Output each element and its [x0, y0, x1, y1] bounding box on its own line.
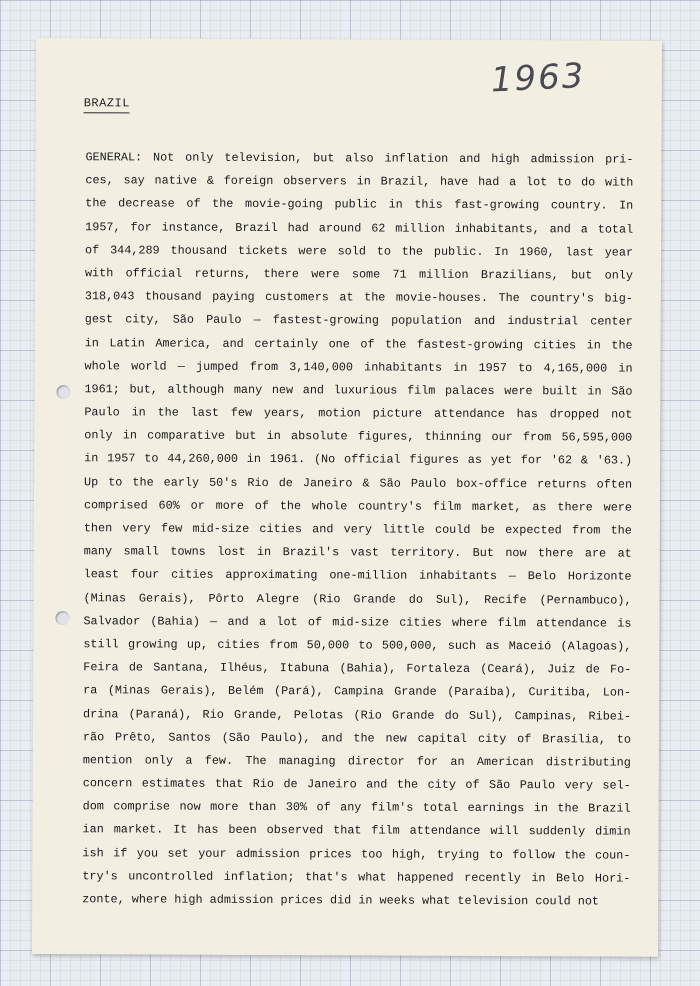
text-line: 318,043 thousand paying customers at the movie-houses. The country's big- — [84, 289, 633, 306]
text-line: concern estimates that Rio de Janeiro and the city of São Paulo very sel- — [82, 776, 631, 793]
punch-hole-upper — [56, 385, 70, 399]
text-line: least four cities approximating one-million inhabitants — Belo Horizonte — [83, 567, 632, 584]
text-line: Feira de Santana, Ilhéus, Itabuna (Bahia), Fortaleza (Ceará), Juiz de Fo- — [83, 660, 632, 677]
text-line: 1961; but, although many new and luxurious film palaces were built in São — [84, 382, 633, 399]
text-line: try's uncontrolled inflation; that's what happened recently in Belo Hori- — [82, 869, 631, 886]
text-line: still growing up, cities from 50,000 to 500,000, such as Maceió (Alagoas), — [83, 637, 632, 654]
punch-hole-lower — [55, 611, 69, 625]
text-line: ish if you set your admission prices too high, trying to follow the coun- — [82, 845, 631, 863]
text-line: then very few mid-size cities and very little could be expected from the — [83, 521, 632, 538]
text-line: in 1957 to 44,260,000 in 1961. (No official figures as yet for '62 & '63.) — [84, 451, 633, 469]
text-line: GENERAL: Not only television, but also inflation and high admission pri- — [85, 150, 634, 167]
text-line: Up to the early 50's Rio de Janeiro & São Paulo box-office returns often — [84, 474, 633, 492]
text-line: many small towns lost in Brazil's vast territory. But now there are at — [83, 544, 632, 561]
text-line: mention only a few. The managing director for an American distributing — [82, 753, 631, 770]
typewritten-page — [32, 38, 662, 957]
text-line: drina (Paraná), Rio Grande, Pelotas (Rio Grande do Sul), Campinas, Ribei- — [83, 706, 632, 724]
text-line: ces, say native & foreign observers in Brazil, have had a lot to do with — [85, 173, 634, 190]
text-line: ian market. It has been observed that film attendance will suddenly dimin — [82, 822, 631, 840]
page-heading: BRAZIL — [84, 96, 130, 113]
text-line: comprised 60% or more of the whole country's film market, as there were — [83, 498, 632, 515]
text-line: Paulo in the last few years, motion picture attendance has dropped not — [84, 405, 633, 422]
text-line: only in comparative but in absolute figures, thinning our from 56,595,000 — [84, 428, 633, 445]
text-line: in Latin America, and certainly one of the fastest-growing cities in the — [84, 335, 633, 353]
text-line: dom comprise now more than 30% of any film's total earnings in the Brazil — [82, 799, 631, 816]
text-line: zonte, where high admission prices did in weeks what television could not — [82, 892, 600, 909]
text-line: the decrease of the movie-going public in this fast-growing country. In — [85, 196, 634, 213]
body-text — [82, 146, 633, 914]
text-line: rão Prêto, Santos (São Paulo), and the new capital city of Brasília, to — [82, 729, 631, 747]
handwritten-year-annotation: 1963 — [489, 55, 587, 101]
text-line: of 344,289 thousand tickets were sold to the public. In 1960, last year — [85, 242, 634, 260]
text-line: gest city, São Paulo — fastest-growing population and industrial center — [84, 312, 633, 329]
text-line: ra (Minas Gerais), Belém (Pará), Campina Grande (Paraíba), Curitiba, Lon- — [83, 683, 632, 700]
text-line: (Minas Gerais), Pôrto Alegre (Rio Grande do Sul), Recife (Pernambuco), — [83, 590, 632, 608]
text-line: 1957, for instance, Brazil had around 62 million inhabitants, and a total — [85, 219, 634, 237]
text-line: with official returns, there were some 71 million Brazilians, but only — [84, 266, 633, 283]
text-line: whole world — jumped from 3,140,000 inhabitants in 1957 to 4,165,000 in — [84, 358, 633, 376]
text-line: Salvador (Bahia) — and a lot of mid-size cities where film attendance is — [83, 613, 632, 631]
